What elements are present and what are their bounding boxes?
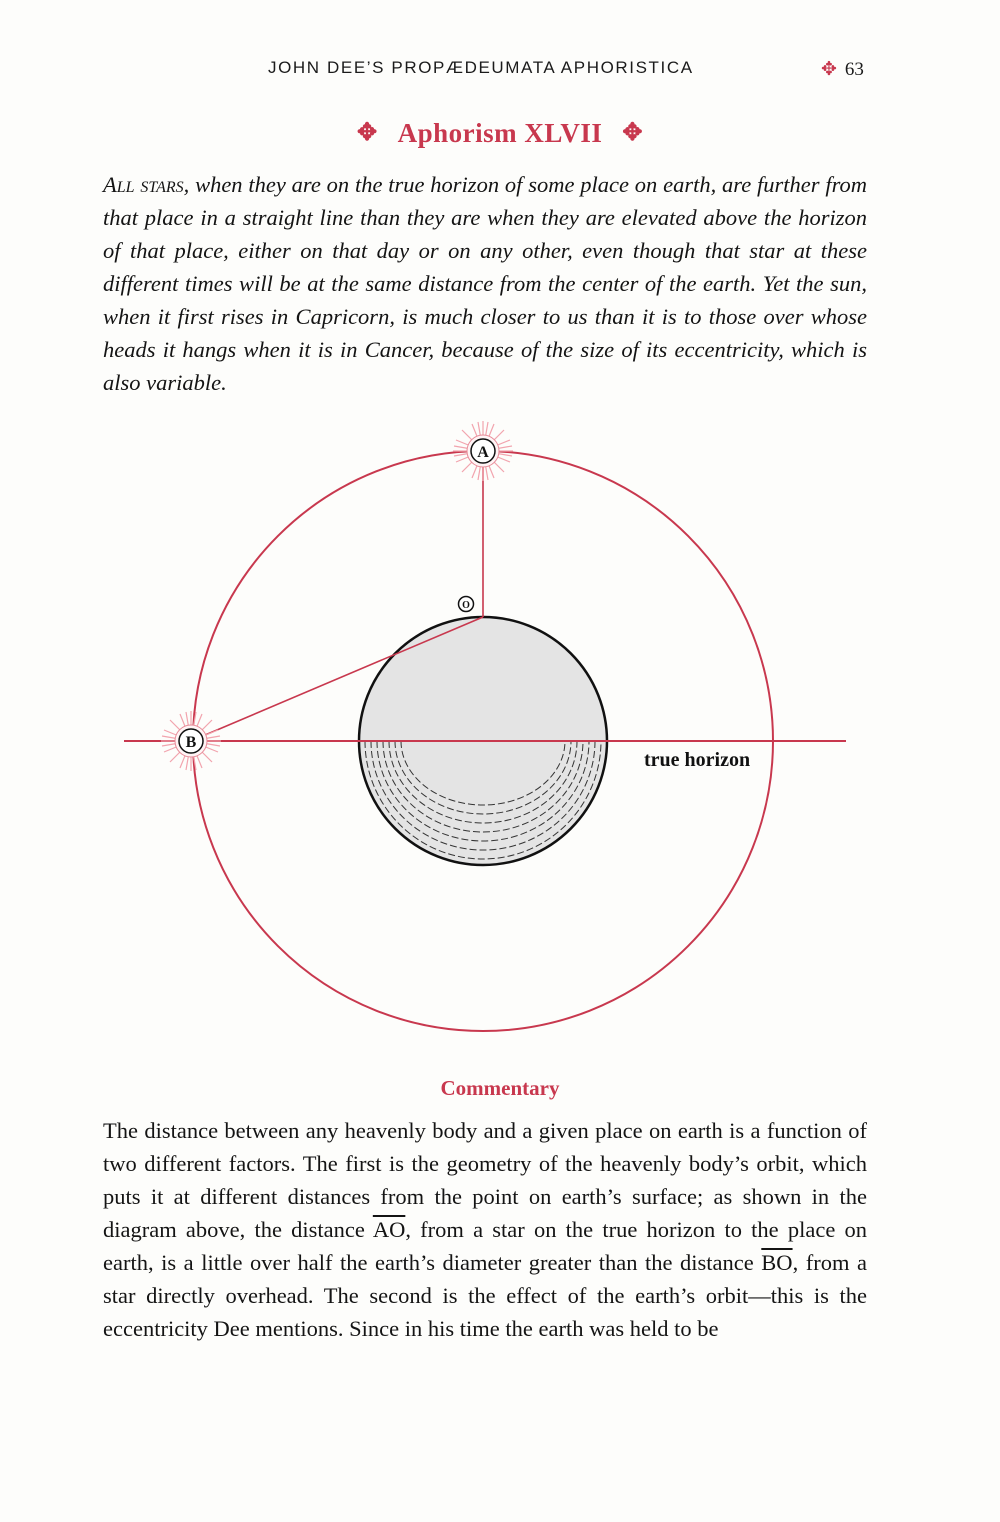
- segment-ao: $\overline{AO}$: [372, 1217, 406, 1242]
- commentary-text: [103, 1114, 867, 1345]
- true-horizon-label: true horizon: [644, 749, 751, 771]
- aphorism-title: Aphorism XLVII: [397, 118, 603, 148]
- commentary-part-3: , from a star directly overhead. The second is the effect of the earth’s orbit—this is the eccentricity Dee mentions. Since in his time the earth was held to be: [103, 1250, 867, 1341]
- ornament-right-icon: ✥: [622, 120, 644, 146]
- running-title: JOHN DEE’S PROPÆDEUMATA APHORISTICA: [268, 58, 694, 77]
- star-b: [161, 711, 221, 771]
- page-number: 63: [844, 58, 864, 80]
- folio: [821, 58, 864, 81]
- aphorism-heading: [0, 118, 1000, 149]
- star-b-label: B: [185, 734, 197, 751]
- aphorism-text: [103, 168, 867, 399]
- star-a-label: A: [477, 444, 489, 461]
- observer-point: [459, 597, 474, 612]
- commentary-part-2: , from a star on the true horizon to the place on earth, is a little over half the earth’s diameter greater than the distance: [103, 1217, 868, 1275]
- folio-ornament-icon: ✥: [821, 59, 837, 80]
- star-a: [453, 421, 513, 481]
- observer-label: O: [462, 600, 470, 611]
- running-head: [0, 58, 1000, 86]
- commentary-heading: Commentary: [440, 1076, 560, 1100]
- ornament-left-icon: ✥: [356, 120, 378, 146]
- commentary-part-1: The distance between any heavenly body and a given place on earth is a function of two different factors. The first is the geometry of the heavenly body’s orbit, which puts it at different distances from the point on earth’s surface; as shown in the diagram above, the distance: [103, 1118, 867, 1242]
- aphorism-body: when they are on the true horizon of some place on earth, are further from that place in a straight line than they are when they are elevated above the horizon of that place, either on that day or on any other, even though that star at these different times will be at the same distance from the center of the earth. Yet the sun, when it first rises in Capricorn, is much closer to us than it is to those over whose heads it hangs when it is in Cancer, because of the size of its eccentricity, which is also variable.: [103, 172, 867, 395]
- segment-bo: $\overline{BO}$: [761, 1250, 793, 1275]
- horizon-diagram: [100, 410, 860, 1050]
- aphorism-lead: All stars,: [103, 172, 190, 197]
